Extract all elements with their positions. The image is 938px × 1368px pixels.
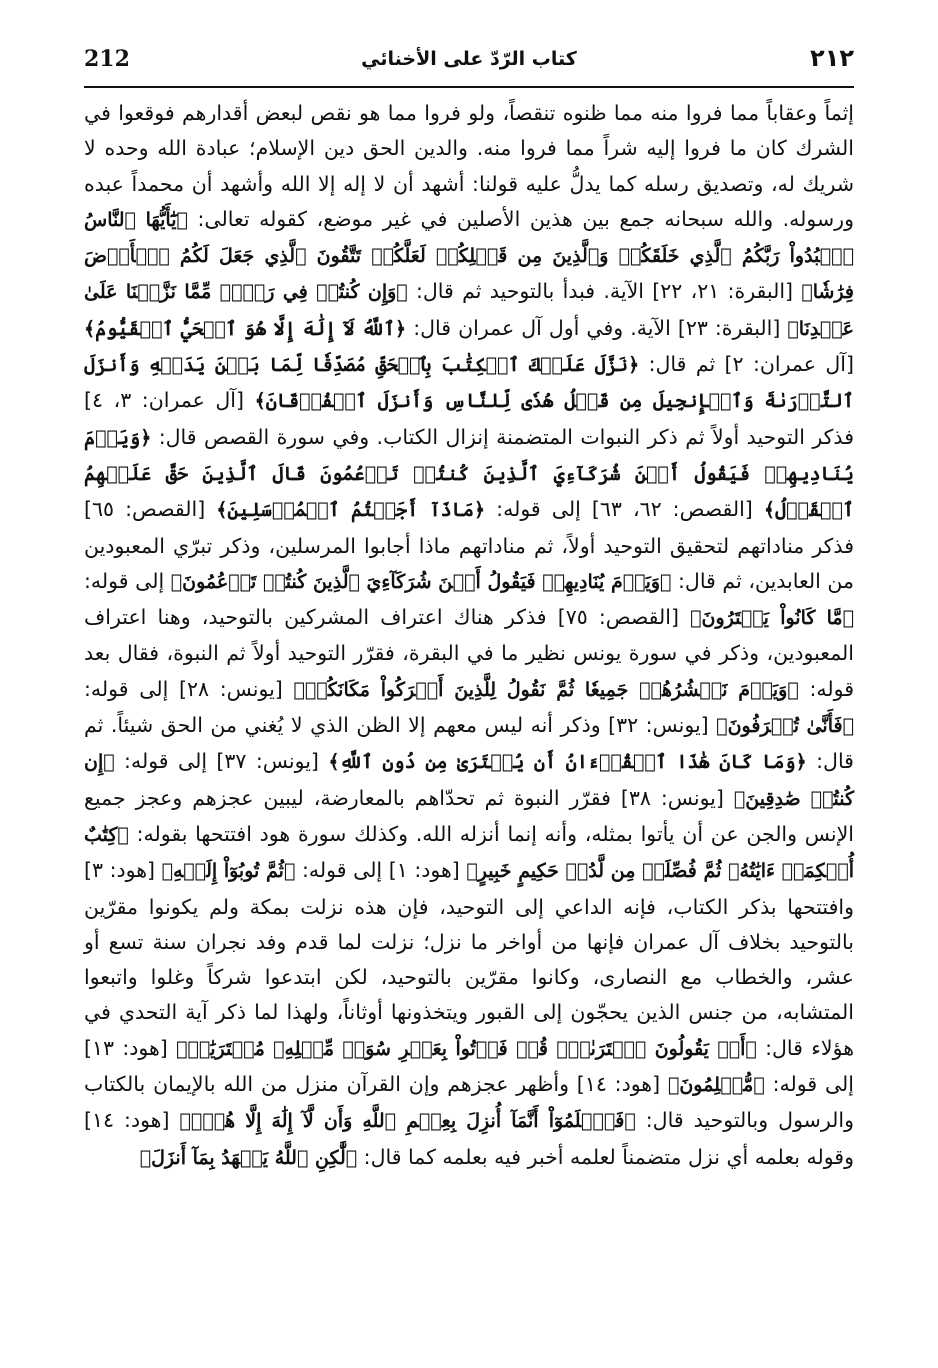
- quran-verse: ﴿مُّسۡلِمُونَ﴾: [667, 1074, 765, 1097]
- text-run: إلى قوله:: [84, 568, 171, 593]
- text-run: [القصص: ٦٢، ٦٣] إلى قوله:: [485, 497, 764, 522]
- text-run: [آل عمران: ٢] ثم قال:: [639, 352, 854, 377]
- text-run: إثماً وعقاباً مما فروا منه مما ظنوه تنقصاً، ولو فروا مما هو نقص لبعض أقدارهم فوقعوا في الشرك كان ما فروا إليه شراً مما فروا منه. والدين الحق دين الإسلام؛ عبادة الله وحده لا شريك له، وتصديق رسله كما يدلُّ عليه قولنا: أشهد أن لا إله إلا الله وأشهد أن محمداً عبده ورسوله. والله سبحانه جمع بين هذين الأصلين في غير موضع، كقوله تعالى:: [84, 101, 854, 231]
- text-run: [القصص: ٧٥] فذكر هناك اعتراف المشركين بالتوحيد، وهنا اعتراف المعبودين، وذكر في سورة يونس نظير ما في البقرة، فقرّر التوحيد أولاً ثم النبوة، فقال بعد قوله:: [84, 605, 854, 701]
- running-title: كتاب الرّدّ على الأخنائي: [361, 48, 577, 70]
- quran-verse: ﴿إِن كُنتُمۡ صَٰدِقِينَ﴾: [84, 751, 855, 810]
- quran-verse: ﴿وَمَا كَانَ هَٰذَا ٱلۡقُرۡءَانُ أَن يُفۡتَرَىٰ مِن دُونِ ٱللَّهِ﴾: [328, 751, 807, 774]
- text-run: [البقرة: ٢٣] الآية. وفي أول آل عمران قال:: [406, 315, 788, 340]
- quran-verse: ﴿وَيَوۡمَ يُنَادِيهِمۡ فَيَقُولُ أَيۡنَ شُرَكَآءِيَ ٱلَّذِينَ كُنتُمۡ تَزۡعُمُونَ قَالَ ٱلَّذِينَ حَقَّ عَلَيۡهِمُ ٱلۡقَوۡلُ﴾: [84, 426, 854, 522]
- text-run: [يونس: ٣٨] فقرّر النبوة ثم تحدّاهم بالمعارضة، ليبين عجزهم وعجز جميع الإنس والجن عن أن يأتوا بمثله، وأنه إنما أنزله الله. وكذلك سورة هود افتتحها بقوله:: [84, 785, 854, 846]
- page-number-arabic: ٢١٢: [810, 44, 854, 72]
- quran-verse: ﴿لَّٰكِنِ ٱللَّهُ يَشۡهَدُ بِمَآ أَنزَلَ﴾: [139, 1146, 358, 1169]
- text-run: [يونس: ٣٢] وذكر أنه ليس معهم إلا الظن الذي لا يُغني من الحق شيئاً. ثم قال:: [84, 713, 854, 774]
- quran-verse: ﴿نَزَّلَ عَلَيۡكَ ٱلۡكِتَٰبَ بِٱلۡحَقِّ مُصَدِّقٗا لِّمَا بَيۡنَ يَدَيۡهِ وَأَنزَلَ ٱلتَّوۡرَىٰةَ وَٱلۡإِنجِيلَ مِن قَبۡلُ هُدٗى لِّلنَّاسِ وَأَنزَلَ ٱلۡفُرۡقَانَ﴾: [84, 354, 854, 413]
- text-run: [هود: ١٣] إلى قوله:: [84, 1035, 854, 1097]
- quran-verse: ﴿فَأَنَّىٰ تُصۡرَفُونَ﴾: [716, 715, 854, 738]
- quran-verse: ﴿أَمۡ يَقُولُونَ ٱفۡتَرَىٰهُۖ قُلۡ فَأۡتُواْ بِعَشۡرِ سُوَرٖ مِّثۡلِهِۦ مُفۡتَرَيَٰتٖ﴾: [176, 1037, 757, 1060]
- quran-verse: ﴿وَيَوۡمَ نَحۡشُرُهُمۡ جَمِيعٗا ثُمَّ نَقُولُ لِلَّذِينَ أَشۡرَكُواْ مَكَانَكُمۡ﴾: [293, 678, 799, 701]
- quran-verse: ﴿مَاذَآ أَجَبۡتُمُ ٱلۡمُرۡسَلِينَ﴾: [216, 499, 486, 522]
- quran-verse: ﴿فَٱعۡلَمُوٓاْ أَنَّمَآ أُنزِلَ بِعِلۡمِ ٱللَّهِ وَأَن لَّآ إِلَٰهَ إِلَّا هُوَۖ﴾: [179, 1110, 636, 1133]
- quran-verse: ﴿وَيَوۡمَ يُنَادِيهِمۡ فَيَقُولُ أَيۡنَ شُرَكَآءِيَ ٱلَّذِينَ كُنتُمۡ تَزۡعُمُونَ﴾: [170, 570, 672, 593]
- text-run: [هود: ١٤] وقوله بعلمه أي نزل متضمناً لعلمه أخبر فيه بعلمه كما قال:: [84, 1108, 854, 1169]
- text-run: [هود: ١٤] وأظهر عجزهم وإن القرآن منزل من الله بالإيمان بالكتاب والرسول وبالتوحيد قال:: [84, 1072, 854, 1133]
- page-number-latin: 212: [84, 46, 130, 72]
- quran-verse: ﴿مَّا كَانُواْ يَفۡتَرُونَ﴾: [690, 607, 855, 630]
- quran-verse: ﴿كِتَٰبٌ أُحۡكِمَتۡ ءَايَٰتُهُۥ ثُمَّ فُصِّلَتۡ مِن لَّدُنۡ حَكِيمٍ خَبِيرٍ﴾: [84, 823, 855, 883]
- quran-verse: ﴿وَإِن كُنتُمۡ فِي رَيۡبٖ مِّمَّا نَزَّلۡنَا عَلَىٰ عَبۡدِنَا﴾: [84, 281, 854, 340]
- header-divider: [84, 86, 854, 88]
- text-run: [هود: ١] إلى قوله:: [295, 858, 467, 883]
- page-header: [84, 44, 854, 84]
- text-run: [آل عمران: ٣، ٤] فذكر التوحيد أولاً ثم ذكر النبوات المتضمنة إنزال الكتاب. وفي سورة القصص قال:: [84, 388, 854, 449]
- text-run: [البقرة: ٢١، ٢٢] الآية. فبدأ بالتوحيد ثم قال:: [407, 279, 802, 304]
- text-run: [يونس: ٣٧] إلى قوله:: [114, 749, 329, 774]
- quran-verse: ﴿ٱللَّهُ لَآ إِلَٰهَ إِلَّا هُوَ ٱلۡحَيُّ ٱلۡقَيُّومُ﴾: [84, 317, 407, 340]
- text-run: [يونس: ٢٨] إلى قوله:: [84, 676, 294, 701]
- quran-verse: ﴿يَٰٓأَيُّهَا ٱلنَّاسُ ٱعۡبُدُواْ رَبَّكُمُ ٱلَّذِي خَلَقَكُمۡ وَٱلَّذِينَ مِن قَبۡلِكُمۡ لَعَلَّكُمۡ تَتَّقُونَ ٱلَّذِي جَعَلَ لَكُمُ ٱلۡأَرۡضَ فِرَٰشٗا﴾: [84, 208, 854, 304]
- quran-verse: ﴿ثُمَّ تُوبُوٓاْ إِلَيۡهِ﴾: [161, 860, 296, 883]
- body-text: [84, 96, 854, 1176]
- paragraph: [84, 96, 854, 1176]
- text-run: [القصص: ٦٥] فذكر مناداتهم لتحقيق التوحيد أولاً، ثم مناداتهم ماذا أجابوا المرسلين، وذكر تبرّي المعبودين من العابدين، ثم قال:: [84, 497, 854, 593]
- text-run: [هود: ٣] وافتتحها بذكر الكتاب، فإنه الداعي إلى التوحيد، فإن هذه نزلت بمكة ولم يكونوا مقرّين بالتوحيد بخلاف آل عمران فإنها من أواخر ما نزل؛ نزلت لما قدم وفد نجران سنة تسع أو عشر، والخطاب مع النصارى، وكانوا مقرّين بالتوحيد، لكن ابتدعوا شركاً وغلوا واتبعوا المتشابه، من جنس الذين يحجّون إلى القبور ويتخذونها أوثاناً، ولهذا لما ذكر آية التحدي في هؤلاء قال:: [84, 858, 855, 1060]
